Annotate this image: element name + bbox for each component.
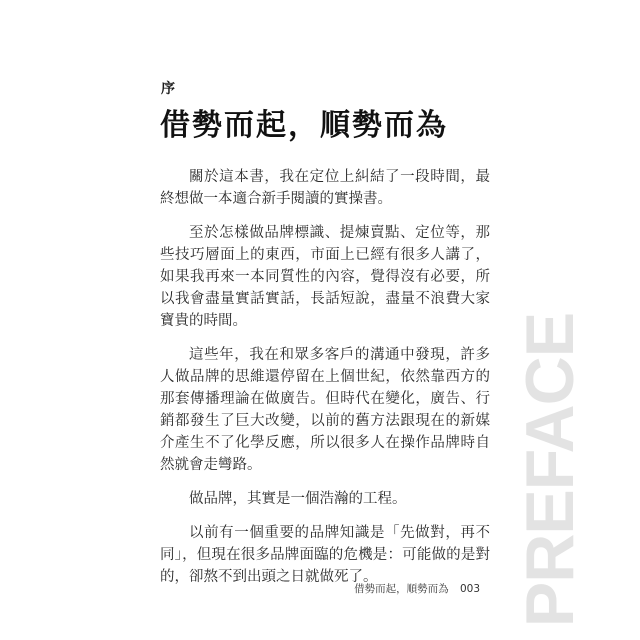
paragraph: 做品牌，其實是一個浩瀚的工程。 (189, 491, 407, 507)
preface-side-word: PREFACE (512, 312, 588, 628)
footer-title: 借勢而起，順勢而為 (354, 583, 449, 595)
paragraph: 這些年，我在和眾多客戶的溝通中發現，許多人做品牌的思維還停留在上個世紀，依然靠西方的那套傳播理論在做廣告。但時代在變化，廣告、行銷都發生了巨大改變，以前的舊方法跟現在的新媒介產生不了化學反應，所以很多人在操作品牌時自然就會走彎路。 (160, 347, 490, 473)
page-footer (354, 581, 480, 596)
chapter-title: 借勢而起，順勢而為 (160, 108, 448, 143)
body-text (160, 166, 490, 600)
section-label: 序 (161, 81, 175, 97)
page-number: 003 (459, 583, 480, 595)
paragraph: 至於怎樣做品牌標識、提煉賣點、定位等，那些技巧層面上的東西，市面上已經有很多人講了，如果我再來一本同質性的內容，覺得沒有必要，所以我會盡量實話實話，長話短說，盡量不浪費大家寶貴的時間。 (160, 225, 490, 329)
paragraph: 關於這本書，我在定位上糾結了一段時間，最終想做一本適合新手閱讀的實操書。 (160, 169, 490, 207)
paragraph: 以前有一個重要的品牌知識是「先做對，再不同」，但現在很多品牌面臨的危機是：可能做的是對的，卻熬不到出頭之日就做死了。 (160, 525, 490, 585)
